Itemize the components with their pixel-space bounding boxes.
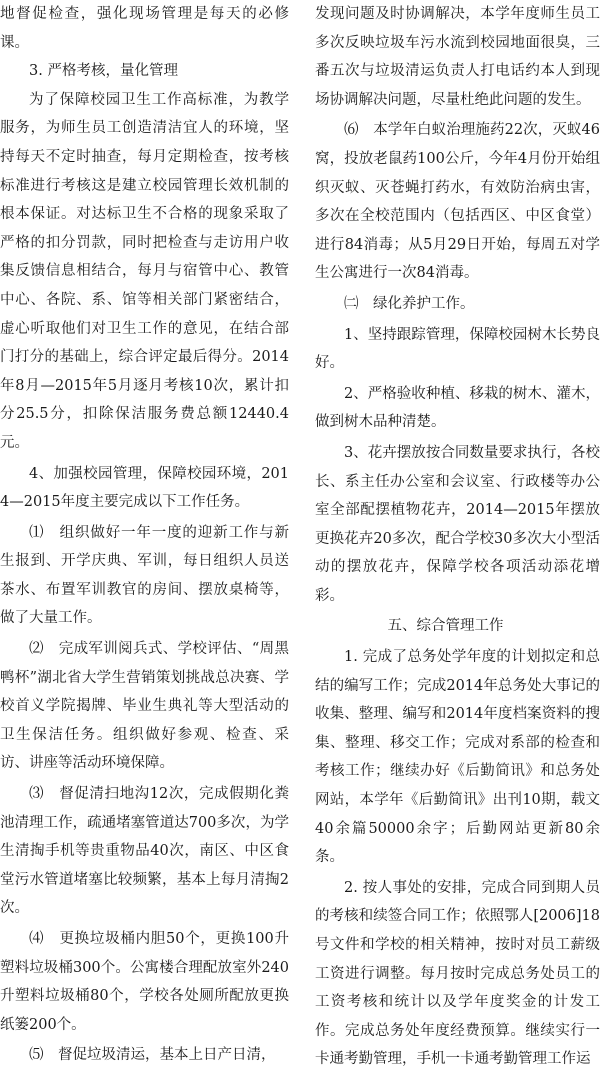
greening-heading: ㈡ 绿化养护工作。 (344, 295, 475, 312)
task-item-3: ⑶ 督促清扫地沟12次，完成假期化粪池清理工作，疏通堵塞管道达700多次，为学生清掏手机等贵重物品40次，南区、中区食堂污水管道堵塞比较频繁，基本上每月清掏2次。 (0, 786, 289, 917)
greening-item-3: 3、花卉摆放按合同数量要求执行，各校长、系主任办公室和会议室、行政楼等办公室全部配摆植物花卉，2014—2015年摆放更换花卉20多次，配合学校30多次大小型活动的摆放花卉，保障学校各项活动添花增彩。 (315, 444, 600, 604)
right-text-column (315, 0, 600, 1068)
admin-item-2: 2. 按人事处的安排，完成合同到期人员的考核和续签合同工作；依照鄂人[2006]18号文件和学校的相关精神，按时对员工薪级工资进行调整。每月按时完成总务处员工的工资考核和统计以及学年度奖金的计发工作。完成总务处年度经费预算。继续实行一卡通考勤管理，手机一卡通考勤管理工作运 (315, 879, 600, 1068)
section-3-body: 为了保障校园卫生工作高标准，为教学服务，为师生员工创造清洁宜人的环境，坚持每天不定时抽查，每月定期检查，按考核标准进行考核这是建立校园管理长效机制的根本保证。对达标卫生不合格的现象采取了严格的扣分罚款，同时把检查与走访用户收集反馈信息相结合，每月与宿管中心、教管中心、各院、系、馆等相关部门紧密结合，虚心听取他们对卫生工作的意见，在结合部门打分的基础上，综合评定最后得分。2014年8月—2015年5月逐月考核10次，累计扣分25.5分，扣除保洁服务费总额12440.4元。 (0, 91, 289, 451)
task-item-1: ⑴ 组织做好一年一度的迎新工作与新生报到、开学庆典、军训，每日组织人员送茶水、布置军训教官的房间、摆放桌椅等，做了大量工作。 (0, 524, 289, 627)
task-item-2: ⑵ 完成军训阅兵式、学校评估、“周黑鸭杯”湖北省大学生营销策划挑战总决赛、学校首义学院揭牌、毕业生典礼等大型活动的卫生保洁任务。组织做好参观、检查、采访、讲座等活动环境保障。 (0, 641, 289, 772)
left-text-column (0, 0, 289, 1064)
admin-item-1: 1. 完成了总务处学年度的计划拟定和总结的编写工作；完成2014年总务处大事记的收集、整理、编写和2014年度档案资料的搜集、整理、移交工作；完成对系部的检查和考核工作；继续办好《后勤简讯》和总务处网站，本学年《后勤简讯》出刊10期，载文40余篇50000余字；后勤网站更新80余条。 (315, 649, 600, 866)
item-5-continuation: 发现问题及时协调解决，本学年度师生员工多次反映垃圾车污水流到校园地面很臭，三番五次与垃圾清运负责人打电话约本人到现场协调解决问题，尽量杜绝此问题的发生。 (315, 6, 600, 108)
task-item-5: ⑸ 督促垃圾清运，基本上日产日清， (29, 1047, 276, 1064)
task-item-4: ⑷ 更换垃圾桶内胆50个，更换100升塑料垃圾桶300个。公寓楼合理配放室外240升塑料垃圾桶80个，学校各处厕所配放更换纸篓200个。 (0, 931, 289, 1033)
section-heading-3: 3. 严格考核，量化管理 (29, 63, 178, 80)
section-heading-4: 4、加强校园管理，保障校园环境，2014—2015年度主要完成以下工作任务。 (0, 465, 289, 511)
greening-item-2: 2、严格验收种植、移栽的树木、灌木，做到树木品种清楚。 (315, 385, 600, 431)
greening-item-1: 1、坚持跟踪管理，保障校园树木长势良好。 (315, 326, 600, 372)
task-item-6: ⑹ 本学年白蚁治理施药22次，灭蚁46窝，投放老鼠药100公斤，今年4月份开始组织灭蚁、灭苍蝇打药水，有效防治病虫害，多次在全校范围内（包括西区、中区食堂）进行84消毒；从5月29日开始，每周五对学生公寓进行一次84消毒。 (315, 122, 600, 282)
intro-continuation: 地督促检查，强化现场管理是每天的必修课。 (0, 6, 289, 51)
section-heading-5: 五、综合管理工作 (387, 618, 504, 635)
